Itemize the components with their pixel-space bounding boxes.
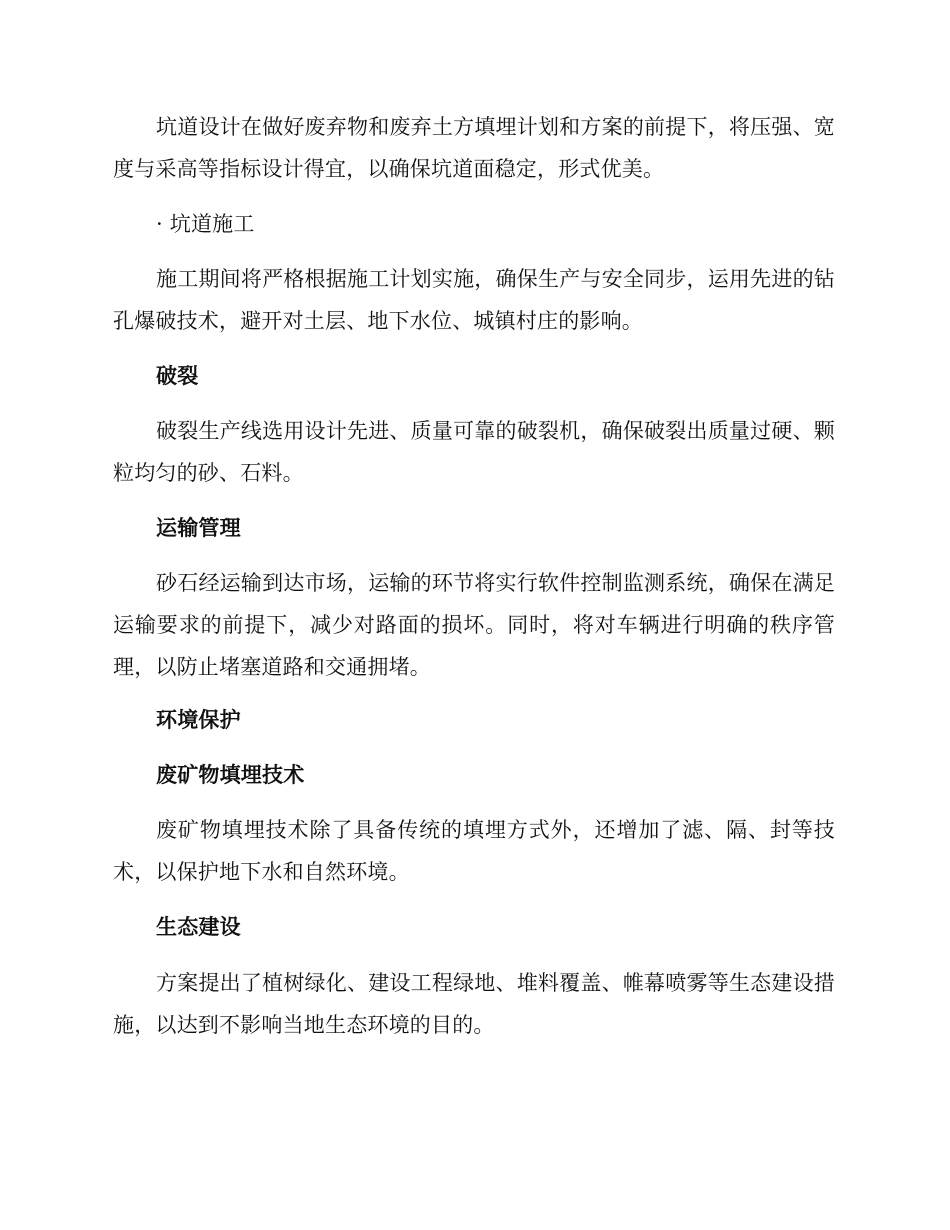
heading-waste-landfill-technology: 废矿物填埋技术 [156,763,305,787]
heading-environmental-protection: 环境保护 [156,708,241,732]
bullet-tunnel-construction: · 坑道施工 [156,212,255,236]
paragraph-construction-period: 施工期间将严格根据施工计划实施，确保生产与安全同步，运用先进的钻孔爆破技术，避开对土层、地下水位、城镇村庄的影响。 [113,267,835,333]
paragraph-crushing: 破裂生产线选用设计先进、质量可靠的破裂机，确保破裂出质量过硬、颗粒均匀的砂、石料。 [113,419,835,485]
heading-transport-management: 运输管理 [156,516,241,540]
heading-ecological-construction: 生态建设 [156,915,241,939]
heading-crushing: 破裂 [156,364,199,388]
paragraph-waste-landfill: 废矿物填埋技术除了具备传统的填埋方式外，还增加了滤、隔、封等技术，以保护地下水和自然环境。 [113,818,835,884]
paragraph-tunnel-design: 坑道设计在做好废弃物和废弃土方填埋计划和方案的前提下，将压强、宽度与采高等指标设计得宜，以确保坑道面稳定，形式优美。 [113,115,835,181]
paragraph-transport: 砂石经运输到达市场，运输的环节将实行软件控制监测系统，确保在满足运输要求的前提下，减少对路面的损坏。同时，将对车辆进行明确的秩序管理，以防止堵塞道路和交通拥堵。 [113,571,835,679]
paragraph-ecological: 方案提出了植树绿化、建设工程绿地、堆料覆盖、帷幕喷雾等生态建设措施，以达到不影响当地生态环境的目的。 [113,971,835,1037]
